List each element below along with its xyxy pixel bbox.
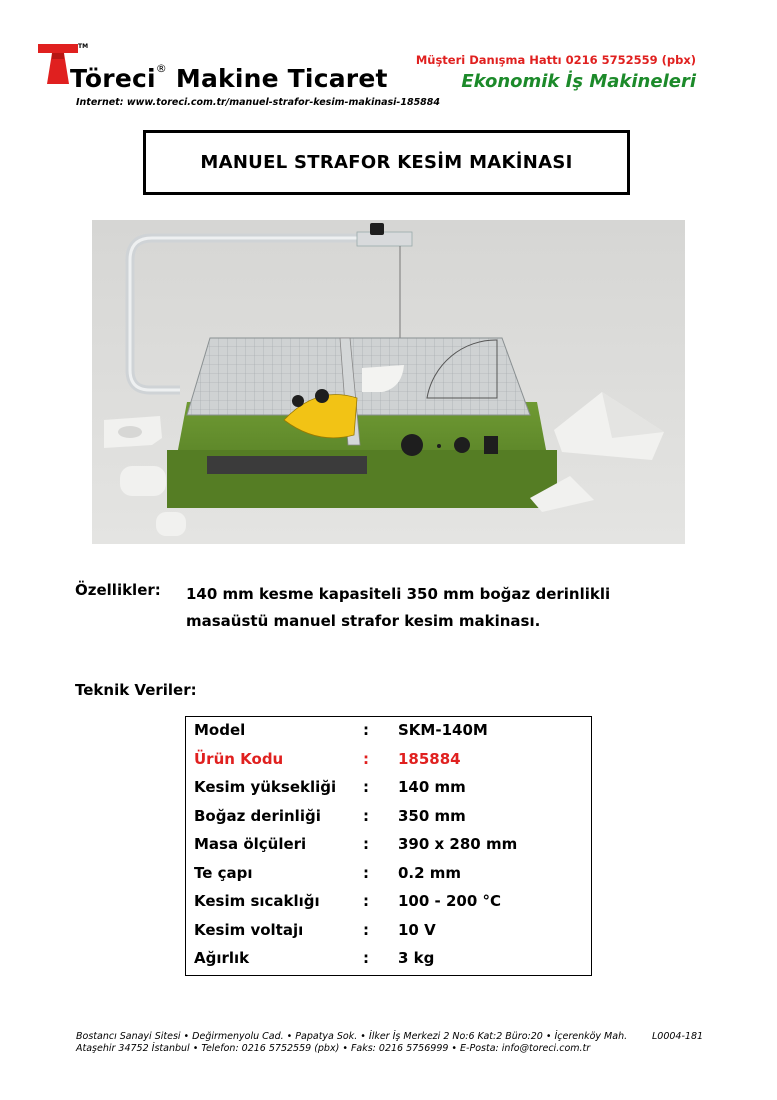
footer-address-line: Bostancı Sanayi Sitesi • Değirmenyolu Cad. • Papatya Sok. • İlker İş Merkezi 2 No:6 Kat:2 Büro:20 • İçerenköy Mah. [76,1031,628,1042]
spec-separator: : [363,949,369,967]
spec-key: Kesim voltajı [194,920,304,939]
company-slogan: Ekonomik İş Makineleri [461,71,696,92]
spec-key: Ağırlık [194,949,250,967]
spec-row [186,721,591,749]
page-title: MANUEL STRAFOR KESİM MAKİNASI [200,152,573,173]
features-line: 140 mm kesme kapasiteli 350 mm boğaz derinlikli [186,585,611,603]
spec-row [186,778,591,806]
foam-cutting-machine-photo [92,220,685,544]
spec-row [186,750,591,778]
spec-key: Ürün Kodu [194,749,284,768]
spec-value: 10 V [398,920,436,939]
spec-separator: : [363,863,369,882]
spec-value: 350 mm [398,806,466,825]
spec-row [186,921,591,949]
spec-separator: : [363,920,369,939]
spec-key: Model [194,721,246,739]
features-text [186,581,686,635]
spec-table [185,716,592,976]
spec-key: Te çapı [194,863,253,882]
spec-value: 390 x 280 mm [398,835,518,853]
spec-separator: : [363,835,369,853]
spec-row [186,864,591,892]
spec-row [186,892,591,920]
spec-separator: : [363,721,369,739]
spec-value: 140 mm [398,778,466,796]
title-box [143,130,630,195]
features-label: Özellikler: [75,581,161,599]
spec-value: 0.2 mm [398,863,462,882]
spec-key: Boğaz derinliği [194,806,321,825]
spec-row [186,949,591,977]
footer-contact-line: Ataşehir 34752 İstanbul • Telefon: 0216 5752559 (pbx) • Faks: 0216 5756999 • E-Posta: info@toreci.com.tr [76,1043,591,1054]
website-url: Internet: www.toreci.com.tr/manuel-strafor-kesim-makinasi-185884 [76,97,441,108]
spec-separator: : [363,892,369,910]
features-line: masaüstü manuel strafor kesim makinası. [186,612,541,630]
spec-row [186,835,591,863]
spec-key: Kesim yüksekliği [194,778,337,796]
spec-separator: : [363,749,369,768]
company-name: Töreci® Makine Ticaret [70,62,388,93]
spec-value: 185884 [398,749,461,768]
spec-separator: : [363,778,369,796]
technical-data-label: Teknik Veriler: [75,681,197,699]
spec-value: SKM-140M [398,721,488,739]
spec-value: 100 - 200 °C [398,892,502,910]
registered-mark: ® [155,62,167,75]
spec-row [186,807,591,835]
spec-value: 3 kg [398,949,435,967]
customer-hotline: Müşteri Danışma Hattı 0216 5752559 (pbx) [415,53,696,67]
spec-key: Masa ölçüleri [194,835,307,853]
document-code: L0004-181 [652,1031,704,1042]
trademark: TM [78,43,89,50]
spec-separator: : [363,806,369,825]
spec-key: Kesim sıcaklığı [194,892,320,910]
